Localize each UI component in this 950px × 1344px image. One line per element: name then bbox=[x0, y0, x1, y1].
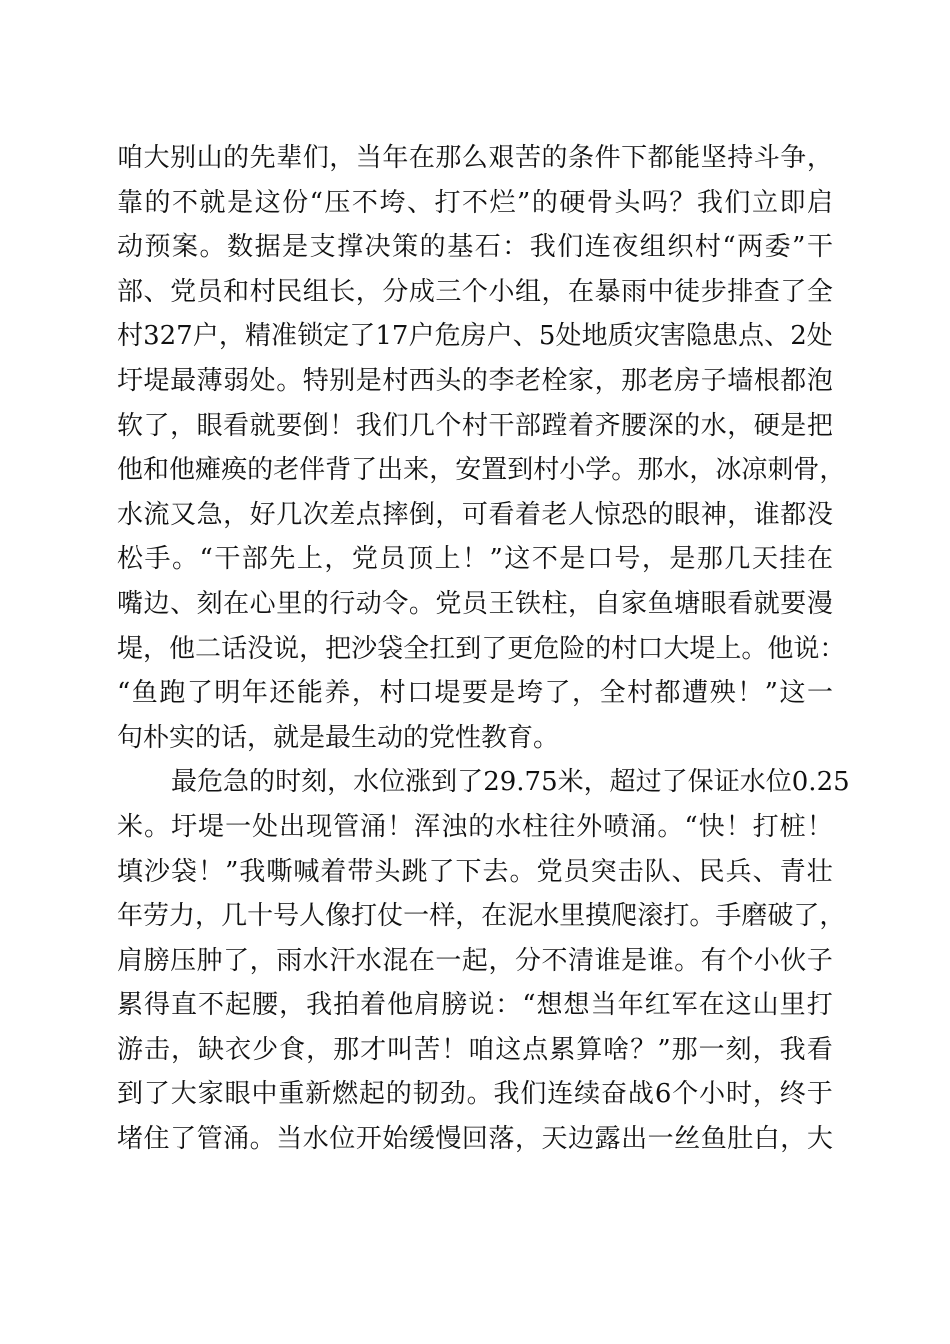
text-line: 部 、 党 员 和 村 民 组 长 ， 分 成 三 个 小 组 ， 在 暴 雨 中 徒 步 排 查 了 全 bbox=[117, 276, 833, 307]
text-line: 年 劳 力 ， 几 十 号 人 像 打 仗 一 样 ， 在 泥 水 里 摸 爬 滚 打 。 手 磨 破 了 ， bbox=[117, 901, 846, 932]
body-text bbox=[117, 136, 850, 1162]
text-line: 软 了 ， 眼 看 就 要 倒 ！ 我 们 几 个 村 干 部 蹚 着 齐 腰 深 的 水 ， 硬 是 把 bbox=[117, 410, 833, 441]
text-line: 累 得 直 不 起 腰 ， 我 拍 着 他 肩 膀 说 ： “ 想 想 当 年 红 军 在 这 山 里 打 bbox=[117, 990, 833, 1021]
text-line: “ 鱼 跑 了 明 年 还 能 养 ， 村 口 堤 要 是 垮 了 ， 全 村 都 遭 殃 ！ ” 这 一 bbox=[117, 678, 833, 709]
text-line: 松 手 。 “ 干 部 先 上 ， 党 员 顶 上 ！ ” 这 不 是 口 号 ， 是 那 几 天 挂 在 bbox=[117, 544, 833, 575]
text-line: 动 预 案 。 数 据 是 支 撑 决 策 的 基 石 ： 我 们 连 夜 组 织 村 “ 两 委 ” 干 bbox=[117, 232, 833, 263]
text-line: 圩 堤 最 薄 弱 处 。 特 别 是 村 西 头 的 李 老 栓 家 ， 那 老 房 子 墙 根 都 泡 bbox=[117, 365, 833, 396]
text-line: 靠 的 不 就 是 这 份 “ 压 不 垮 、 打 不 烂 ” 的 硬 骨 头 吗 ？ 我 们 立 即 启 bbox=[117, 187, 833, 218]
text-line: 他 和 他 瘫 痪 的 老 伴 背 了 出 来 ， 安 置 到 村 小 学 。 那 水 ， 冰 凉 刺 骨 ， bbox=[117, 455, 846, 486]
text-line: 句朴实的话，就是最生动的党性教育。 bbox=[117, 722, 560, 753]
text-line: 堵 住 了 管 涌 。 当 水 位 开 始 缓 慢 回 落 ， 天 边 露 出 一 丝 鱼 肚 白 ， 大 bbox=[117, 1124, 833, 1155]
text-line: 米 。 圩 堤 一 处 出 现 管 涌 ！ 浑 浊 的 水 柱 往 外 喷 涌 。 “ 快 ！ 打 桩 ！ bbox=[117, 811, 833, 842]
text-line: 嘴 边 、 刻 在 心 里 的 行 动 令 。 党 员 王 铁 柱 ， 自 家 鱼 塘 眼 看 就 要 漫 bbox=[117, 588, 833, 619]
text-line: 村 327 户 ， 精 准 锁 定 了 17 户 危 房 户 、 5 处 地 质 灾 害 隐 患 点 、 2 处 bbox=[117, 321, 833, 352]
text-line: 水 流 又 急 ， 好 几 次 差 点 摔 倒 ， 可 看 着 老 人 惊 恐 的 眼 神 ， 谁 都 没 bbox=[117, 499, 833, 530]
text-line: 到 了 大 家 眼 中 重 新 燃 起 的 韧 劲 。 我 们 连 续 奋 战 6 个 小 时 ， 终 于 bbox=[117, 1079, 833, 1110]
text-line: 填 沙 袋 ！ ” 我 嘶 喊 着 带 头 跳 了 下 去 。 党 员 突 击 队 、 民 兵 、 青 壮 bbox=[117, 856, 833, 887]
text-line: 肩 膀 压 肿 了 ， 雨 水 汗 水 混 在 一 起 ， 分 不 清 谁 是 谁 。 有 个 小 伙 子 bbox=[117, 945, 833, 976]
paragraph-1 bbox=[117, 136, 846, 760]
text-line: 堤 ， 他 二 话 没 说 ， 把 沙 袋 全 扛 到 了 更 危 险 的 村 口 大 堤 上 。 他 说 ： bbox=[117, 633, 846, 664]
paragraph-2 bbox=[117, 760, 850, 1161]
text-line: 最 危 急 的 时 刻 ， 水 位 涨 到 了 29.75 米 ， 超 过 了 保 证 水 位 0.25 bbox=[171, 767, 850, 798]
text-line: 咱 大 别 山 的 先 辈 们 ， 当 年 在 那 么 艰 苦 的 条 件 下 都 能 坚 持 斗 争 ， bbox=[117, 143, 833, 173]
text-line: 游 击 ， 缺 衣 少 食 ， 那 才 叫 苦 ！ 咱 这 点 累 算 啥 ？ ” 那 一 刻 ， 我 看 bbox=[117, 1034, 833, 1065]
